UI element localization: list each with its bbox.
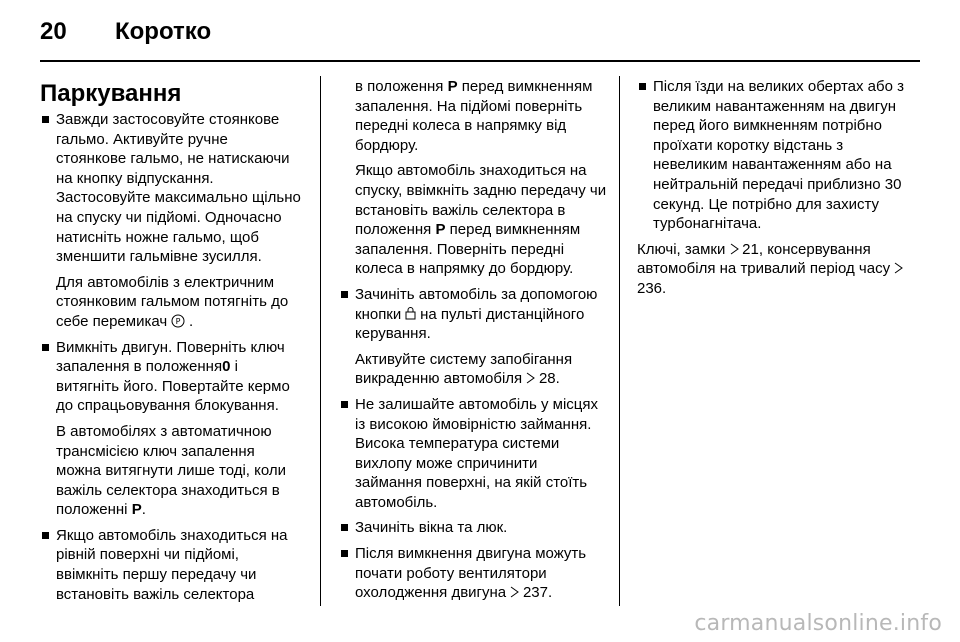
lock-button-icon bbox=[405, 307, 420, 322]
column-2 bbox=[339, 77, 607, 609]
bullet-close-windows bbox=[339, 518, 607, 538]
selector-position: P bbox=[131, 501, 142, 519]
selector-position: P bbox=[435, 221, 446, 239]
bullet-text: Не залишайте автомобіль у місцях із високою ймовірністю займання. Висока температура системи вихлопу може спричинити займання поверхні, на якій стоїть автомобіль. bbox=[355, 395, 599, 511]
bullet-turbo-cooldown bbox=[637, 77, 919, 234]
paragraph-text-tail: . bbox=[188, 312, 194, 330]
paragraph-continued bbox=[339, 77, 607, 155]
paragraph-anti-theft bbox=[339, 350, 607, 389]
paragraph-references bbox=[637, 240, 919, 299]
column-3 bbox=[637, 77, 919, 305]
paragraph-text: Якщо автомобіль знаходиться на спуску, ввімкніть задню передачу чи встановіть важіль селектора в положення bbox=[355, 162, 607, 239]
header-divider bbox=[40, 60, 920, 62]
bullet-ignition-off bbox=[40, 338, 302, 416]
paragraph-text-cont: перед вимкненням запалення. Поверніть передні колеса в напрямку до бордюру. bbox=[355, 221, 581, 278]
selector-position: P bbox=[447, 78, 458, 95]
bullet-level-or-uphill bbox=[40, 526, 302, 604]
paragraph-automatic bbox=[40, 422, 302, 520]
page-header bbox=[40, 16, 920, 56]
paragraph-text-cont: перед вимкненням запалення. На підйомі поверніть передні колеса в напрямку від бордюру. bbox=[355, 78, 593, 154]
bullet-text: Завжди застосовуйте стоянкове гальмо. Активуйте ручне стоянкове гальмо, не натискаючи на кнопку відпускання. Застосовуйте максимально щільно на спуску чи підйомі. Одночасно натисніть ножне гальмо, щоб зменшити гальмівне зусилля. bbox=[56, 111, 301, 266]
paragraph-text: В автомобілях з автоматичною трансмісією ключ запалення можна витягнути лише тоді, коли важіль селектора знаходиться в положенні bbox=[56, 422, 287, 519]
reference-arrow-icon bbox=[510, 585, 523, 600]
paragraph-text: в положення bbox=[355, 78, 444, 95]
column-divider-1 bbox=[320, 76, 321, 606]
key-position: 0 bbox=[222, 358, 231, 376]
page-reference[interactable]: 28. bbox=[538, 370, 560, 388]
reference-arrow-icon bbox=[526, 371, 539, 386]
bullet-parking-brake bbox=[40, 110, 302, 267]
page-reference[interactable]: 21, консервування автомобіля на тривалий період часу bbox=[637, 240, 891, 278]
paragraph-text: Активуйте систему запобігання викраденню автомобіля bbox=[355, 350, 573, 388]
paragraph-text-tail: . bbox=[141, 501, 146, 519]
page-number: 20 bbox=[40, 18, 67, 45]
bullet-fire-risk bbox=[339, 395, 607, 513]
page-title: Коротко bbox=[115, 18, 212, 45]
section-heading: Паркування bbox=[40, 80, 182, 107]
bullet-lock-vehicle bbox=[339, 285, 607, 344]
bullet-text: Зачиніть вікна та люк. bbox=[355, 519, 508, 537]
parking-brake-switch-icon bbox=[171, 314, 189, 329]
bullet-text-cont: на пульті дистанційного керування. bbox=[355, 305, 585, 343]
bullet-text-cont: і витягніть його. Повертайте кермо до спрацьовування блокування. bbox=[56, 358, 290, 415]
page-reference[interactable]: 236. bbox=[637, 279, 667, 297]
paragraph-downhill bbox=[339, 161, 607, 279]
paragraph-text: Ключі, замки bbox=[637, 240, 726, 258]
paragraph-text: Для автомобілів з електричним стоянковим гальмом потягніть до себе перемикач bbox=[56, 273, 289, 330]
bullet-text: Зачиніть автомобіль за допомогою кнопки bbox=[355, 285, 598, 323]
bullet-text: Після їзди на великих обертах або з великим навантаженням на двигун перед його вимкненням потрібно проїхати коротку відстань з невеликим навантаженням або на нейтральній передачі приблизно 30 секунд. Це потрібно для захисту турбонагнітача. bbox=[653, 78, 905, 233]
paragraph-electric-brake bbox=[40, 273, 302, 332]
page-reference[interactable]: 237. bbox=[522, 584, 553, 602]
bullet-text: Після вимкнення двигуна можуть почати роботу вентилятори охолодження двигуна bbox=[355, 545, 587, 602]
reference-arrow-icon bbox=[730, 242, 743, 257]
watermark: carmanualsonline.info bbox=[694, 611, 942, 636]
bullet-cooling-fans bbox=[339, 544, 607, 603]
bullet-text: Вимкніть двигун. Поверніть ключ запалення в положення bbox=[56, 338, 285, 376]
column-divider-2 bbox=[619, 76, 620, 606]
bullet-text: Якщо автомобіль знаходиться на рівній поверхні чи підйомі, ввімкніть першу передачу чи встановіть важіль селектора bbox=[56, 526, 288, 603]
svg-text:P: P bbox=[175, 316, 181, 326]
column-1 bbox=[40, 70, 302, 610]
reference-arrow-icon bbox=[894, 261, 903, 276]
